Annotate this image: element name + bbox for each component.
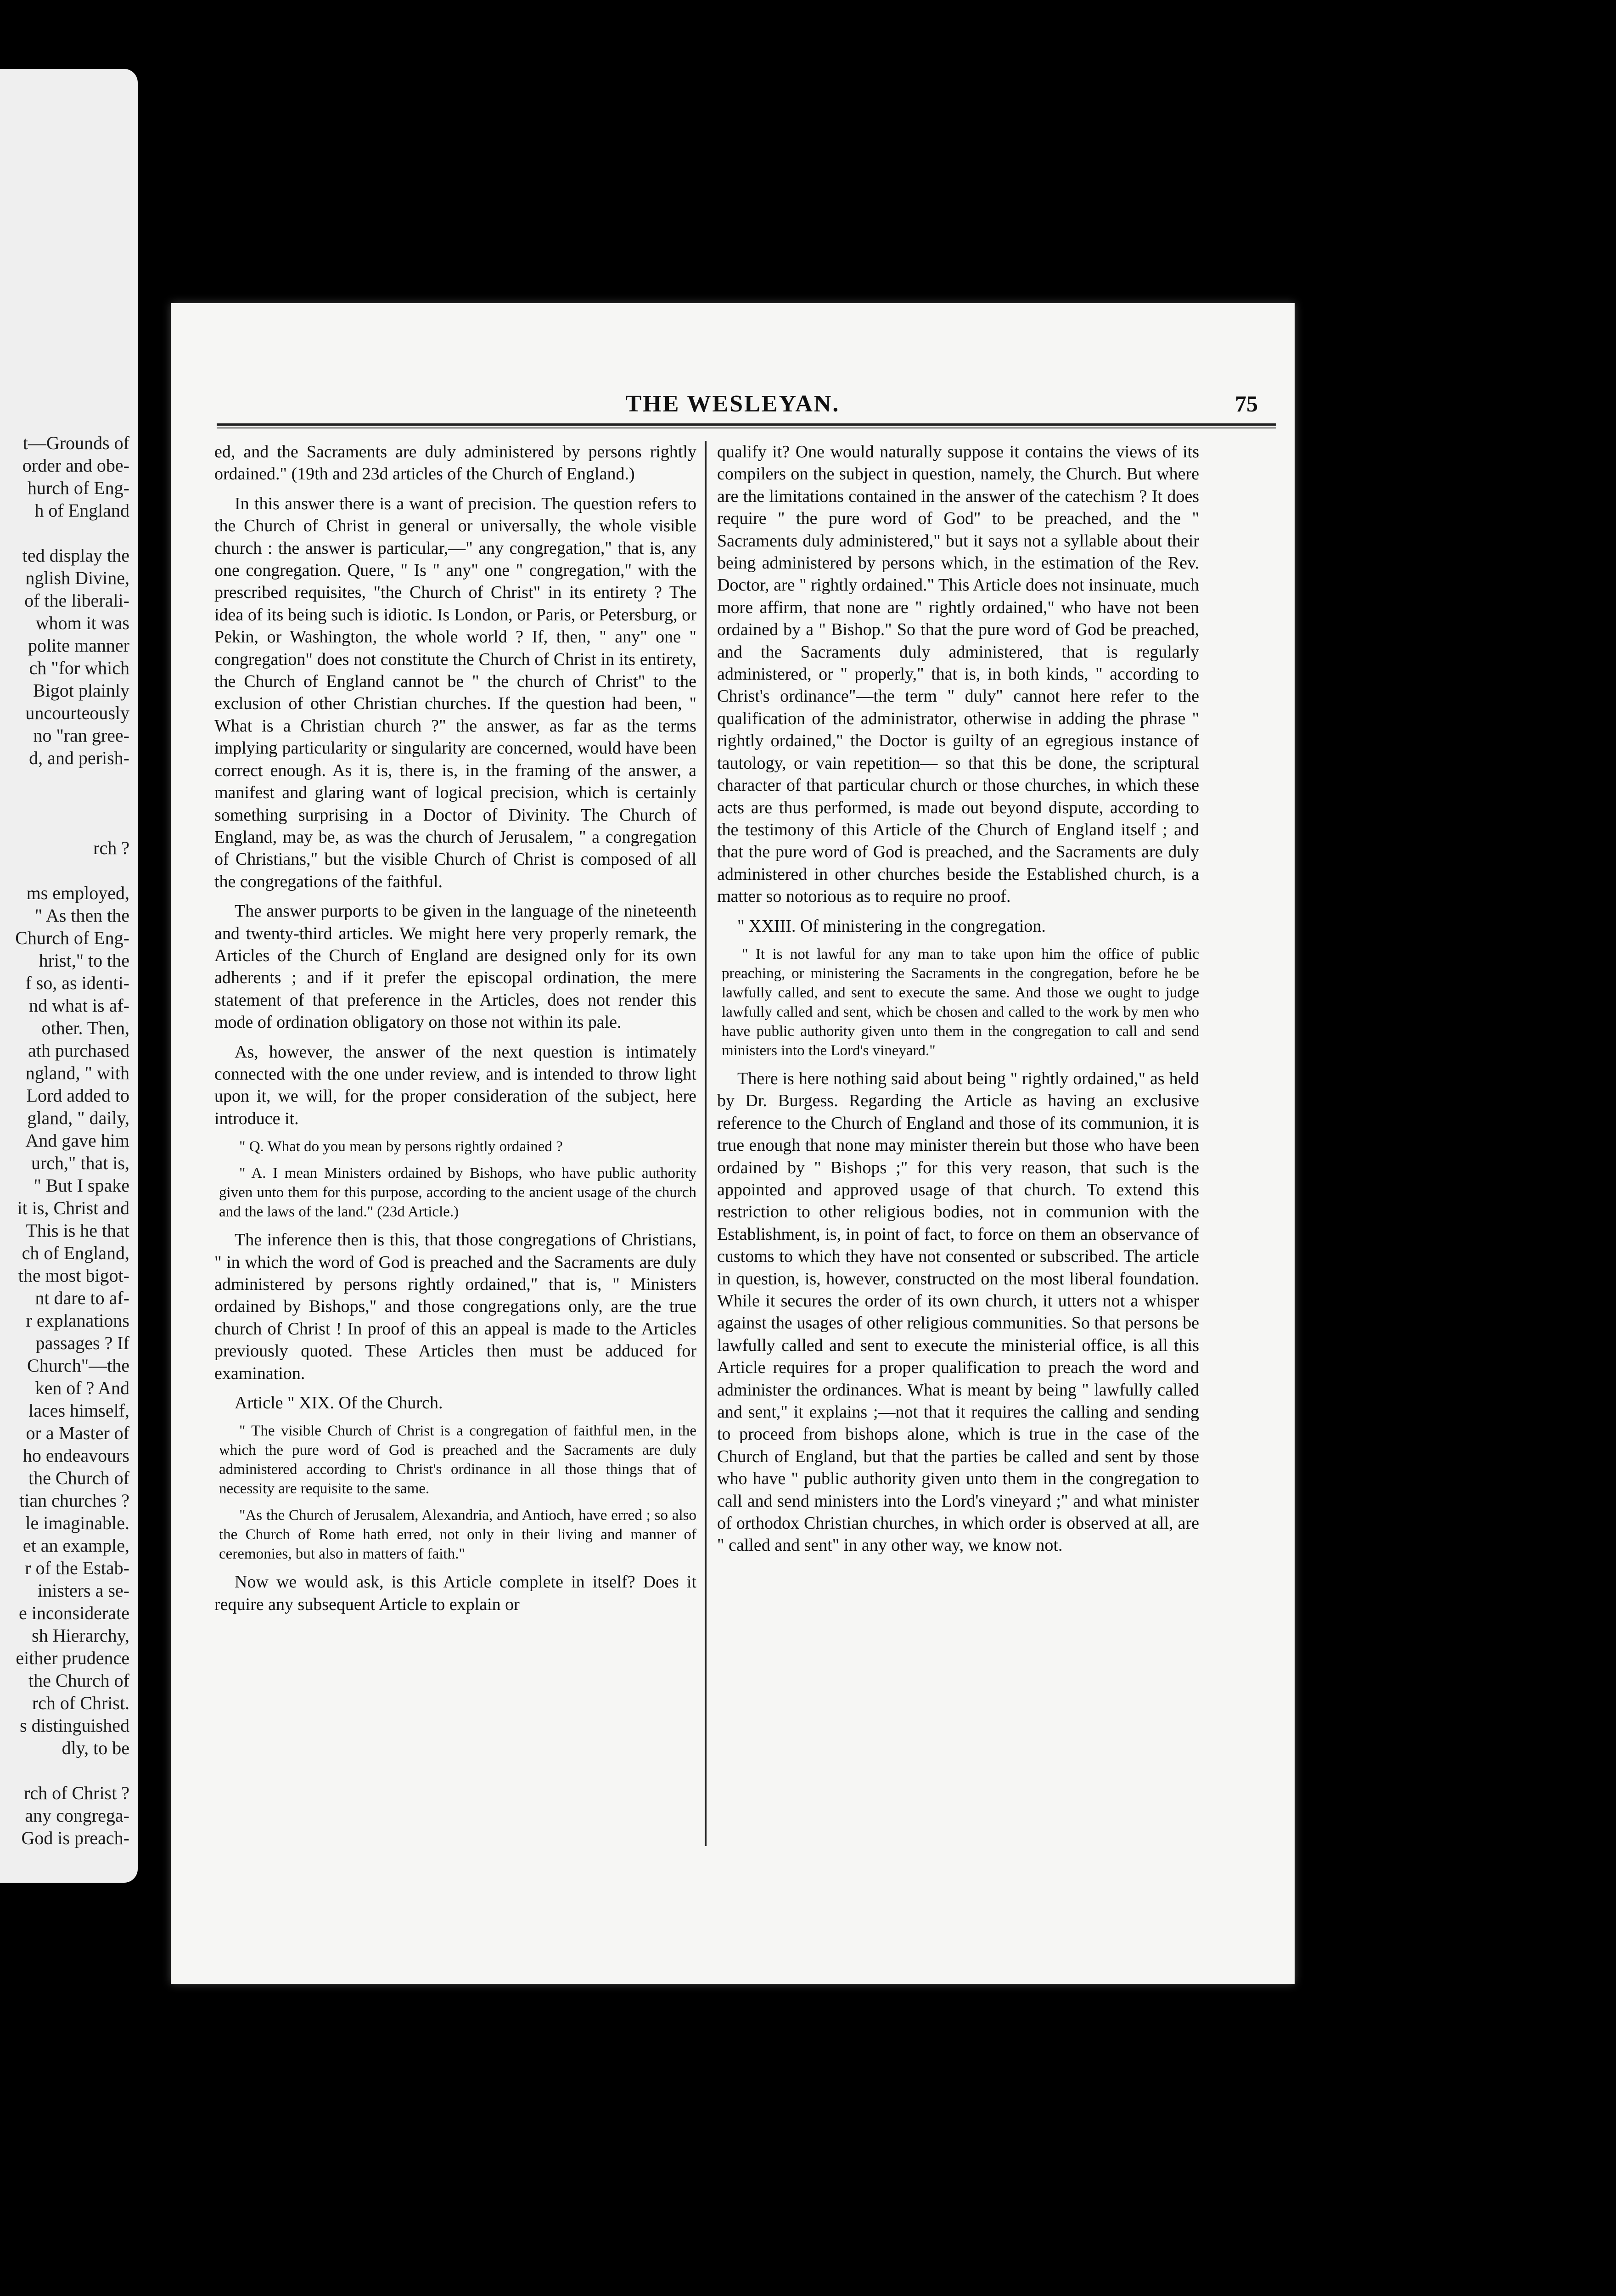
facing-page-line: sh Hierarchy, <box>32 1625 129 1646</box>
facing-page-line: ted display the <box>22 545 129 566</box>
facing-page-line: e inconsiderate <box>19 1603 129 1623</box>
facing-page-line: rch of Christ ? <box>24 1783 129 1803</box>
facing-page-line: d, and perish- <box>29 748 129 768</box>
facing-page-line: passages ? If <box>35 1333 129 1353</box>
book-page <box>171 303 1295 1984</box>
facing-page-line: And gave him <box>25 1130 129 1151</box>
facing-page-line: Bigot plainly <box>33 680 129 701</box>
facing-page-line: of the liberali- <box>24 590 129 611</box>
facing-page-line: the most bigot- <box>18 1265 129 1286</box>
paragraph: Now we would ask, is this Article complete in itself? Does it require any subsequent Article to explain or <box>214 1572 696 1614</box>
running-title: THE WESLEYAN. <box>625 391 840 417</box>
facing-page-line: nd what is af- <box>29 995 129 1016</box>
facing-page-line <box>0 792 129 814</box>
facing-page-line: laces himself, <box>28 1400 129 1421</box>
facing-page-line: s distinguished <box>20 1715 129 1736</box>
facing-page-line <box>0 769 129 792</box>
facing-page-line: This is he that <box>26 1220 129 1241</box>
facing-page-line: ch of England, <box>22 1243 129 1263</box>
facing-page-line <box>0 522 129 544</box>
right-column <box>717 441 1199 1564</box>
facing-page-line: et an example, <box>22 1535 129 1556</box>
left-column <box>214 441 696 1623</box>
facing-page-line: or a Master of <box>26 1423 129 1443</box>
page-number: 75 <box>1235 391 1258 416</box>
facing-page-line <box>0 1759 129 1782</box>
facing-page-line <box>0 859 129 882</box>
facing-page-line: dly, to be <box>62 1738 129 1758</box>
facing-page-line: it is, Christ and <box>17 1198 129 1218</box>
facing-page-line: any congrega- <box>25 1805 129 1826</box>
facing-page-line: order and obe- <box>22 455 129 476</box>
facing-page-line: tian churches ? <box>19 1490 129 1511</box>
facing-page-line: hrist," to the <box>39 950 129 971</box>
facing-page-line: ch "for which <box>29 658 129 678</box>
facing-page-line: h of England <box>34 500 129 521</box>
paragraph: As, however, the answer of the next question is intimately connected with the one under review, and is intended to throw light upon it, we will, for the proper consideration of the subject, here introduce it. <box>214 1042 696 1128</box>
catechism-answer: " A. I mean Ministers ordained by Bishops, who have public authority given unto them for this purpose, according to the ancient usage of the church and the laws of the land." (23d Article.) <box>219 1165 696 1221</box>
article-quote: "As the Church of Jerusalem, Alexandria, and Antioch, have erred ; so also the Church of Rome hath erred, not only in their living and manner of ceremonies, but also in matters of faith." <box>219 1507 696 1563</box>
facing-page-line: polite manner <box>28 635 129 656</box>
article-quote: " The visible Church of Christ is a congregation of faithful men, in the which the pure word of God is preached and the Sacraments are duly administered according to Christ's ordinance in all those things that of necessity are requisite to the same. <box>219 1423 696 1497</box>
facing-page-line: r of the Estab- <box>25 1558 129 1578</box>
facing-page-line: nt dare to af- <box>35 1288 129 1308</box>
article-heading: " XXIII. Of ministering in the congregation. <box>737 916 1046 936</box>
facing-page-fragment <box>0 69 138 1883</box>
facing-page-line: ms employed, <box>26 883 129 903</box>
facing-page-line: urch," that is, <box>31 1153 129 1173</box>
paragraph: In this answer there is a want of precision. The question refers to the Church of Christ in general or universally, the whole visible church : the answer is particular,—" any congregation," that is, any one congregation. Quere, " Is " any" one " congregation," with the prescribed requisites, "the Church of Christ" in its entirety ? The idea of its being such is idiotic. Is London, or Paris, or Petersburg, or Pekin, or Washington, the whole world ? If, then, " any" one " congregation" does not constitute the Church of Christ in its entirety, the Church of England cannot be " the church of Christ" to the exclusion of other Christian churches. If the question had been, " What is a Christian church ?" the answer, as far as the terms implying particularity or singularity are concerned, would have been correct enough. As it is, there is, in the framing of the answer, a manifest and glaring want of logical precision, which is certainly something surprising in a Doctor of Divinity. The Church of England, may be, as was the church of Jerusalem, " a congregation of Christians," but the visible Church of Christ is composed of all the congregations of the faithful. <box>214 494 696 891</box>
facing-page-line: nglish Divine, <box>25 568 129 588</box>
paragraph-continued: qualify it? One would naturally suppose it contains the views of its compilers on the subject in question, namely, the Church. But where are the limitations contained in the answer of the catechism ? It does require " the pure word of God" to be preached, and the " Sacraments duly administered," but it says not a syllable about their being administered by persons which, in the estimation of the Rev. Doctor, are " rightly ordained." This Article does not insinuate, much more affirm, that none are " rightly ordained," who have not been ordained by a " Bishop." So that the pure word of God be preached, and the Sacraments duly administered, that is regularly administered, or " properly," that is, in both kinds, " according to Christ's ordinance"—the term " duly" cannot here refer to the qualification of the administrator, otherwise in adding the phrase " rightly ordained," the Doctor is guilty of an egregious instance of tautology, or vain repetition— so that this be done, the scriptural character of that particular church or those churches, in which these acts are thus performed, is made out beyond dispute, according to the testimony of this Article of the Church of England itself ; and that the pure word of God is preached, and the Sacraments are duly administered in other churches beside the Established church, is a matter so notorious as to require no proof. <box>717 442 1199 906</box>
header-rule <box>217 423 1276 428</box>
facing-page-line: the Church of <box>28 1670 129 1691</box>
facing-page-line: Lord added to <box>26 1085 129 1106</box>
facing-page-line: " As then the <box>34 905 129 926</box>
facing-page-line: hurch of Eng- <box>27 478 129 498</box>
facing-page-line: f so, as identi- <box>25 973 129 993</box>
facing-page-line: le imaginable. <box>25 1513 129 1533</box>
facing-page-line: t—Grounds of <box>22 433 129 453</box>
facing-page-line: uncourteously <box>25 703 129 723</box>
facing-page-line: God is preach- <box>21 1828 129 1848</box>
facing-page-line: rch ? <box>93 838 129 858</box>
paragraph-continued: ed, and the Sacraments are duly administered by persons rightly ordained." (19th and 23d articles of the Church of England.) <box>214 442 696 484</box>
column-divider <box>705 441 707 1846</box>
facing-page-line: other. Then, <box>41 1018 129 1038</box>
facing-page-line: ath purchased <box>28 1040 129 1061</box>
facing-page-line: " But I spake <box>34 1175 129 1196</box>
facing-page-line <box>0 814 129 837</box>
facing-page-line: the Church of <box>28 1468 129 1488</box>
facing-page-line: r explanations <box>26 1310 129 1331</box>
facing-page-line: Church"—the <box>27 1355 129 1376</box>
facing-page-line: no "ran gree- <box>33 725 129 746</box>
catechism-question: " Q. What do you mean by persons rightly ordained ? <box>239 1138 563 1155</box>
facing-page-line: rch of Christ. <box>32 1693 129 1713</box>
facing-page-line: ken of ? And <box>35 1378 129 1398</box>
facing-page-line: inisters a se- <box>38 1580 129 1601</box>
facing-page-line: either prudence <box>16 1648 129 1668</box>
facing-page-line: ngland, " with <box>25 1063 129 1083</box>
facing-page-text <box>0 432 129 1849</box>
facing-page-line: whom it was <box>35 613 129 633</box>
facing-page-line: gland, " daily, <box>27 1108 129 1128</box>
paragraph: The inference then is this, that those congregations of Christians, " in which the word of God is preached and the Sacraments are duly administered by persons rightly ordained," that is, " Ministers ordained by Bishops," and those congregations only, are the true church of Christ ! In proof of this an appeal is made to the Articles previously quoted. These Articles then must be adduced for examination. <box>214 1230 696 1383</box>
article-heading: Article " XIX. Of the Church. <box>235 1393 443 1413</box>
paragraph: There is here nothing said about being " rightly ordained," as held by Dr. Burgess. Regarding the Article as having an exclusive reference to the Church of England and those of its communion, it is true enough that none may minister therein but those who have been ordained by " Bishops ;" for this very reason, that such is the appointed and approved usage of that church. To extend this restriction to other religious bodies, not in communion with the Establishment, is, in point of fact, to force on them an observance of customs to which they have not consented or subscribed. The article in question, is, however, constructed on the most liberal foundation. While it secures the order of its own church, it utters not a whisper against the usages of other religious communities. So that persons be lawfully called and sent to execute the ministerial office, is all this Article requires for a proper qualification to preach the word and administer the ordinances. What is meant by being " lawfully called and sent," it explains ;—not that it requires the calling and sending to proceed from bishops alone, which is true in the case of the Church of England, but that the parties be called and sent by those who have " public authority given unto them in the congregation to call and send ministers into the Lord's vineyard ;" and what minister of orthodox Christian churches, in which order is observed at all, are " called and sent" in any other way, we know not. <box>717 1069 1199 1555</box>
facing-page-line: Church of Eng- <box>15 928 129 948</box>
article-quote: " It is not lawful for any man to take upon him the office of public preaching, or ministering the Sacraments in the congregation, before he be lawfully called, and sent to execute the same. And those we ought to judge lawfully called and sent, which be chosen and called to the work by men who have public authority given unto them in the congregation to call and send ministers into the Lord's vineyard." <box>722 945 1199 1059</box>
paragraph: The answer purports to be given in the language of the nineteenth and twenty-third articles. We might here very properly remark, the Articles of the Church of England are designed only for its own adherents ; and if it prefer the episcopal ordination, the mere statement of that preference in the Articles, does not render this mode of ordination obligatory on those not within its pale. <box>214 901 696 1032</box>
facing-page-line: ho endeavours <box>22 1445 129 1466</box>
